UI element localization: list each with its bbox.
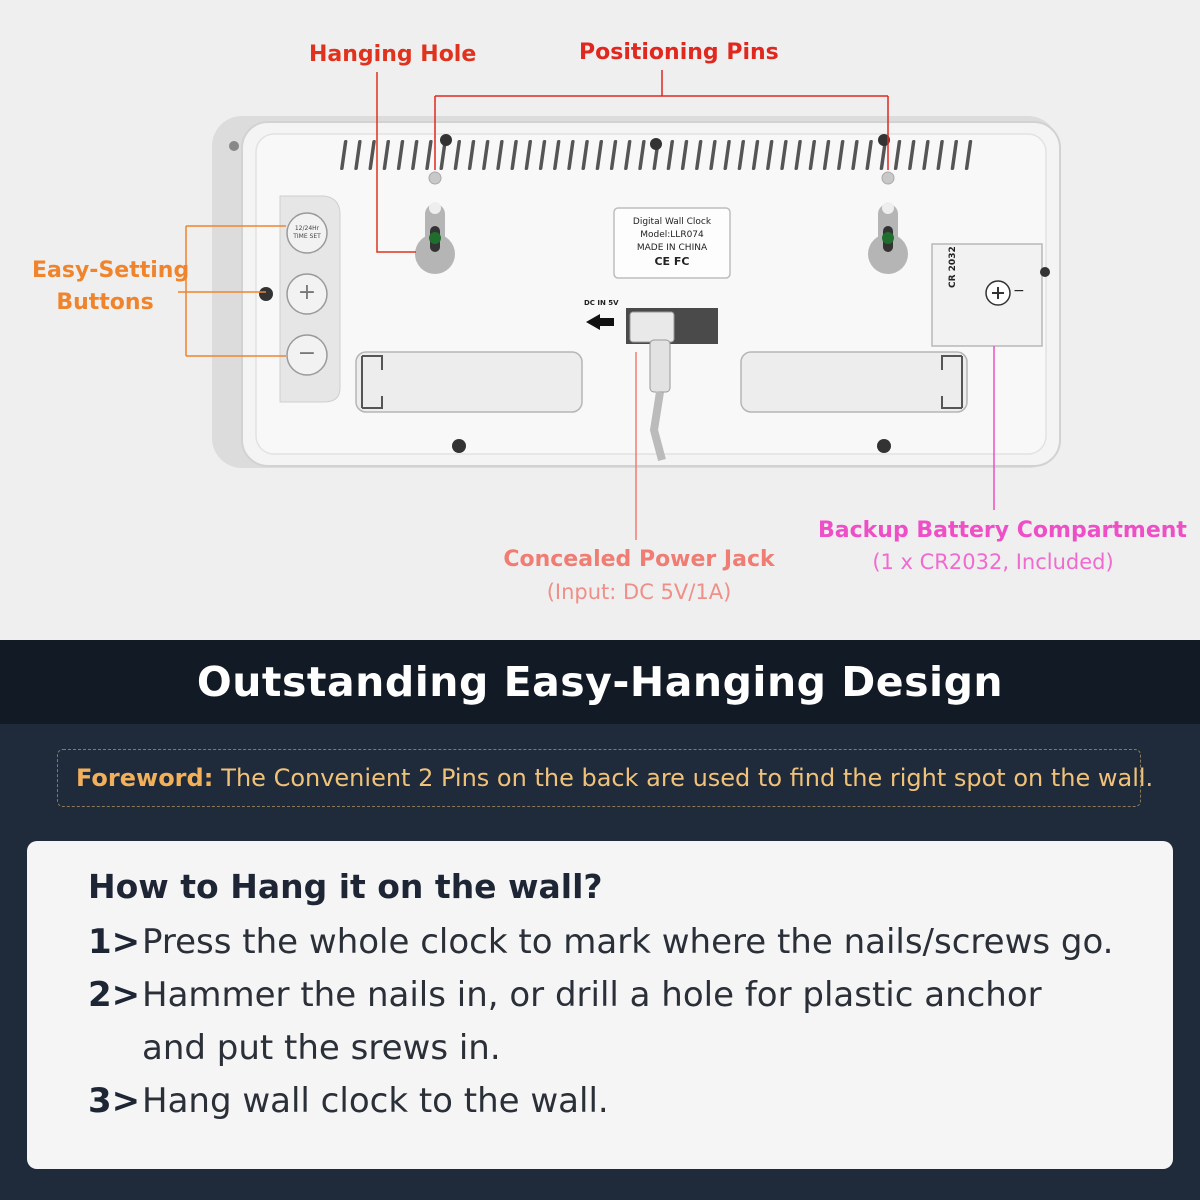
foreword-label: Foreword: bbox=[76, 764, 214, 792]
foreword-box bbox=[57, 749, 1154, 807]
callout-battery-sub: (1 x CR2032, Included) bbox=[872, 550, 1114, 574]
bottom-hole-left bbox=[452, 439, 466, 453]
power-plug-body bbox=[650, 340, 670, 392]
foreword-text: The Convenient 2 Pins on the back are used to find the right spot on the wall. bbox=[221, 764, 1154, 792]
step-2-number: 2> bbox=[88, 975, 141, 1015]
battery-minus-label: − bbox=[1013, 283, 1025, 299]
button-label-time-set: TIME SET bbox=[293, 233, 321, 240]
battery-type-label: CR 2032 bbox=[948, 246, 958, 288]
step-1-number: 1> bbox=[88, 922, 141, 962]
plus-button-label: + bbox=[297, 280, 317, 305]
callout-hanging-hole: Hanging Hole bbox=[309, 42, 477, 67]
button-time-set-label bbox=[287, 225, 327, 241]
callout-battery: Backup Battery Compartment bbox=[818, 518, 1187, 543]
top-screw-hole-mid bbox=[650, 138, 662, 150]
step-2 bbox=[88, 969, 1173, 1022]
step-3-text: Hang wall clock to the wall. bbox=[142, 1081, 609, 1121]
instructions-card bbox=[27, 841, 1173, 1169]
step-2-text: Hammer the nails in, or drill a hole for plastic anchor bbox=[142, 975, 1042, 1015]
label-line-1: Digital Wall Clock bbox=[632, 217, 712, 227]
positioning-pin-left bbox=[429, 172, 441, 184]
step-3 bbox=[88, 1075, 1173, 1128]
positioning-pin-right bbox=[882, 172, 894, 184]
callout-positioning-pins: Positioning Pins bbox=[579, 40, 779, 65]
button-label-1224: 12/24Hr bbox=[294, 225, 320, 232]
page-title: Outstanding Easy-Hanging Design bbox=[196, 658, 1004, 706]
callout-power-jack-sub: (Input: DC 5V/1A) bbox=[546, 580, 732, 604]
reset-hole bbox=[259, 287, 273, 301]
step-2-continued-text: and put the srews in. bbox=[142, 1028, 501, 1068]
top-screw-hole-left bbox=[440, 134, 452, 146]
step-1-text: Press the whole clock to mark where the nails/screws go. bbox=[142, 922, 1114, 962]
dc-in-label: DC IN 5V bbox=[584, 299, 619, 307]
power-plug bbox=[630, 312, 674, 342]
bottom-hole-right bbox=[877, 439, 891, 453]
step-2-continued bbox=[88, 1022, 1173, 1075]
slot-right bbox=[741, 352, 967, 412]
callout-easy-setting-line2: Buttons bbox=[56, 290, 154, 315]
title-bar bbox=[0, 640, 1200, 724]
label-line-3: MADE IN CHINA bbox=[636, 243, 708, 253]
minus-button-label: − bbox=[297, 341, 317, 366]
label-line-2: Model:LLR074 bbox=[640, 230, 704, 240]
slot-left bbox=[356, 352, 582, 412]
label-marks: CE FC bbox=[654, 255, 690, 268]
callout-easy-setting-line1: Easy-Setting bbox=[32, 258, 190, 283]
instructions-heading: How to Hang it on the wall? bbox=[88, 867, 603, 906]
step-1 bbox=[88, 916, 1173, 969]
step-3-number: 3> bbox=[88, 1081, 141, 1121]
product-label-text bbox=[614, 216, 730, 268]
callout-power-jack: Concealed Power Jack bbox=[503, 547, 775, 572]
